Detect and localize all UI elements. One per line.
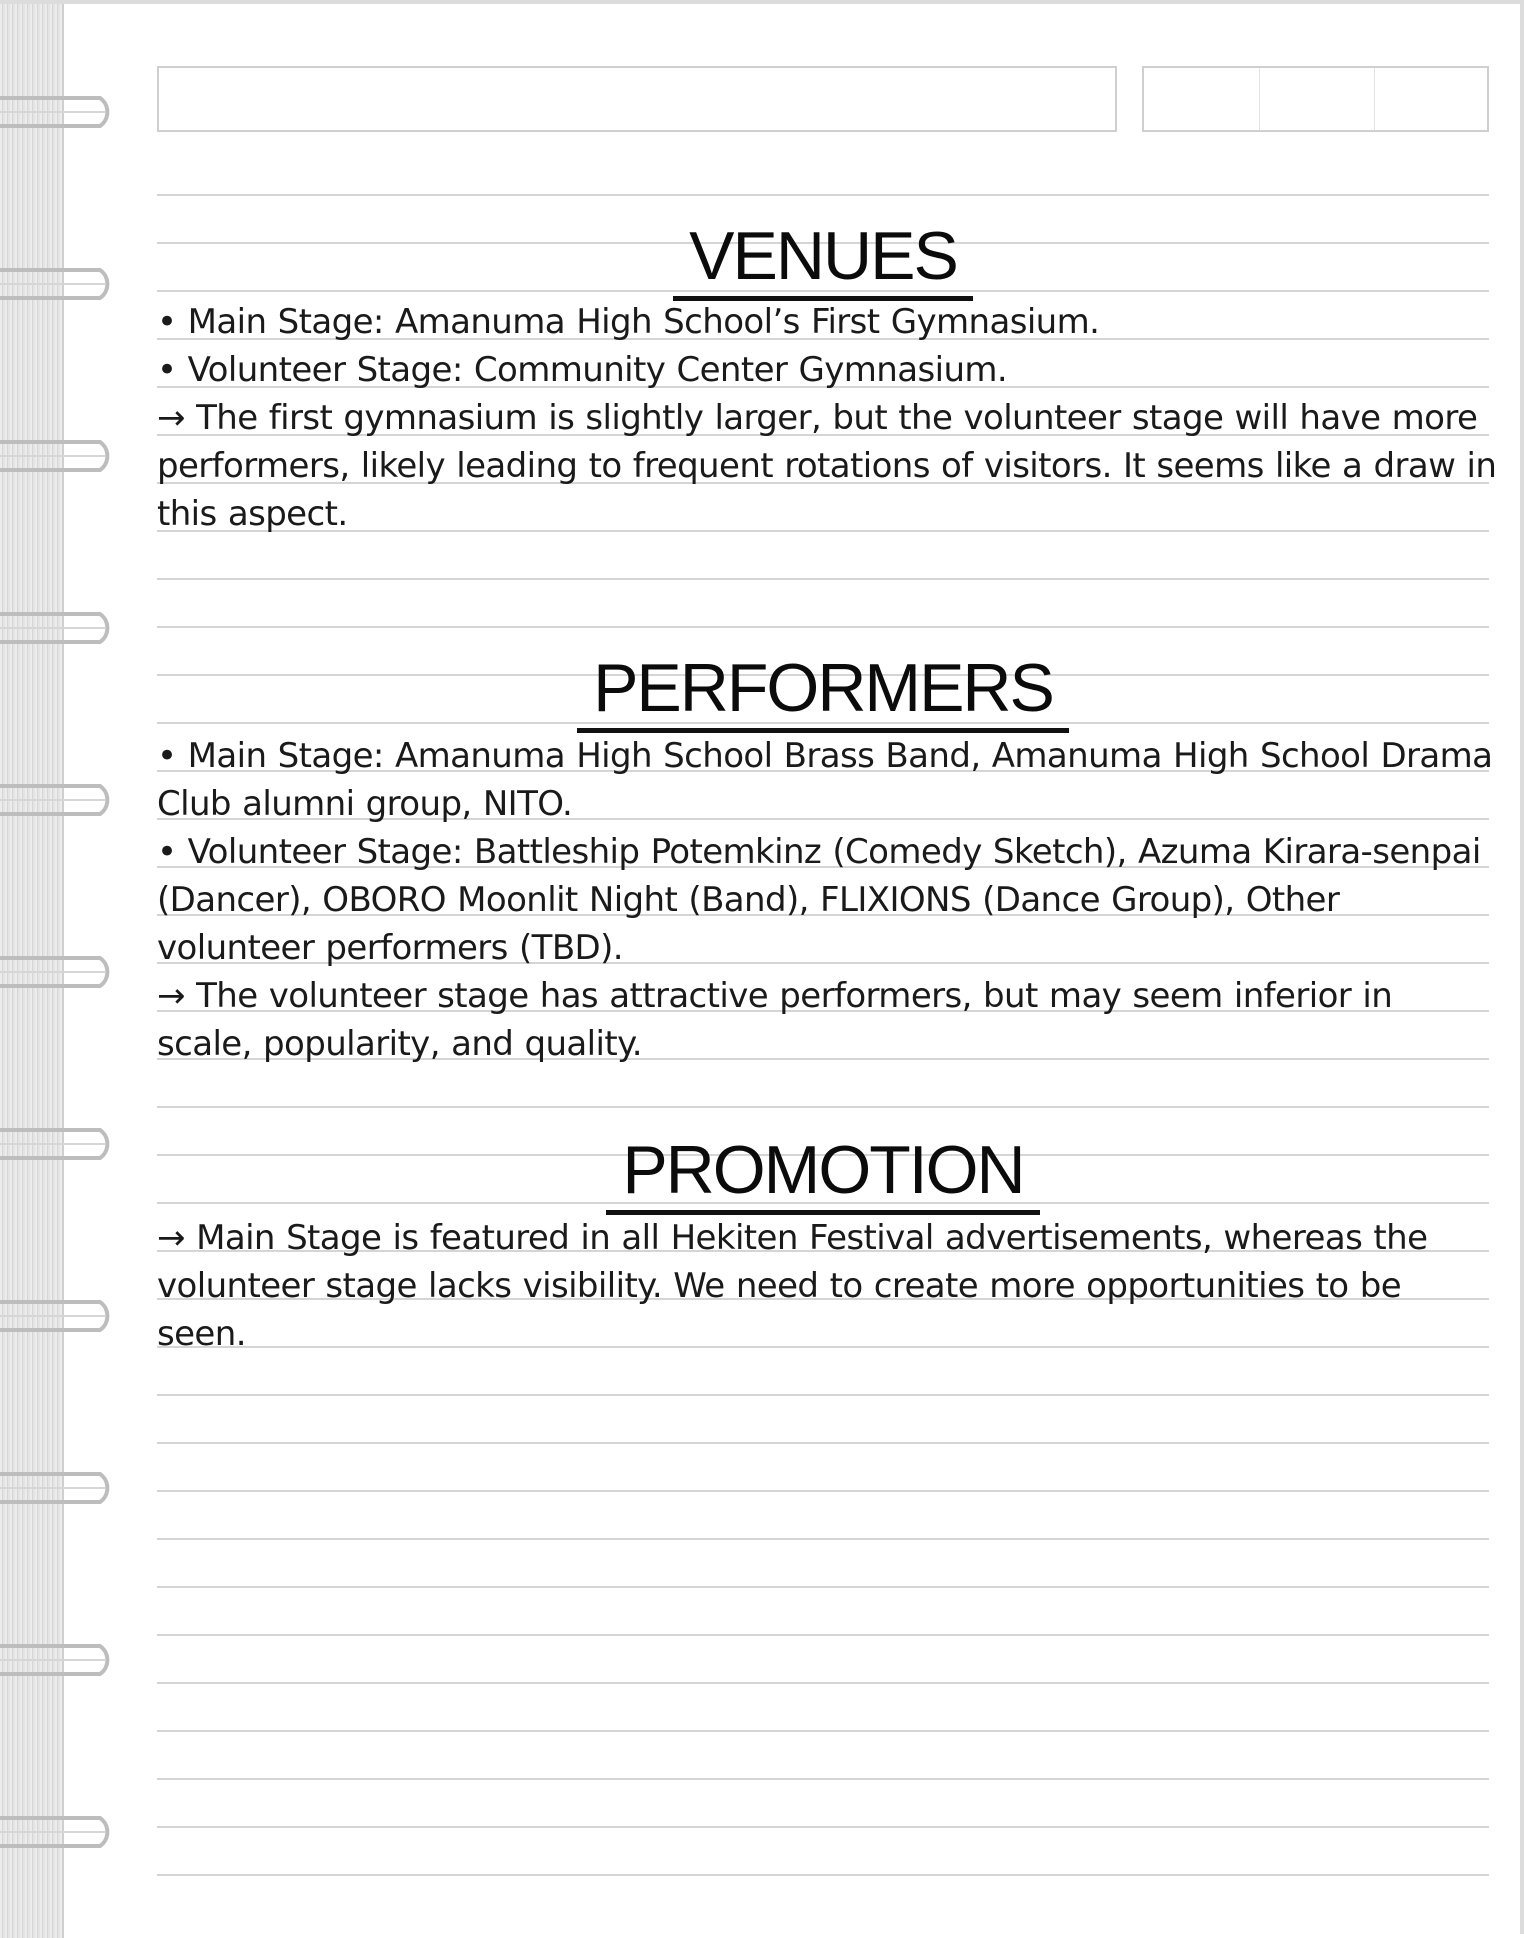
ruled-line [157,1826,1489,1828]
date-field-divider [1374,68,1375,130]
ruled-line [157,1106,1489,1108]
binder-ring-icon [0,1812,126,1852]
ruled-line [157,1874,1489,1876]
binder-ring-icon [0,952,126,992]
ruled-line [157,1778,1489,1780]
ruled-line [157,194,1489,196]
ruled-line [157,1682,1489,1684]
date-field[interactable] [1142,66,1489,132]
binder-ring-icon [0,92,126,132]
ruled-line [157,1394,1489,1396]
venues-note: → The first gymnasium is slightly larger, but the volunteer stage will have more performers, likely leading to frequent rotations of visitors. It seems like a draw in this aspect. [157,398,1497,534]
promotion-note: → Main Stage is featured in all Hekiten Festival advertisements, whereas the volunteer stage lacks visibility. We need to create more opportunities to be seen. [157,1218,1428,1354]
performers-heading: PERFORMERS [157,654,1489,733]
binder-ring-icon [0,264,126,304]
ruled-line [157,578,1489,580]
binder-ring-icon [0,1640,126,1680]
performers-main-stage-item: • Main Stage: Amanuma High School Brass Band, Amanuma High School Drama Club alumni group, NITO. [157,736,1493,824]
venues-heading: VENUES [157,222,1489,301]
promotion-heading: PROMOTION [157,1136,1489,1215]
ruled-line [157,1490,1489,1492]
ruled-line [157,1586,1489,1588]
date-field-divider [1259,68,1260,130]
ruled-line [157,1442,1489,1444]
binder-ring-icon [0,1296,126,1336]
binder-ring-icon [0,1124,126,1164]
binder-ring-icon [0,1468,126,1508]
ruled-line [157,1730,1489,1732]
ruled-line [157,1634,1489,1636]
ruled-line [157,1538,1489,1540]
binder-ring-icon [0,608,126,648]
performers-note: → The volunteer stage has attractive performers, but may seem inferior in scale, popularity, and quality. [157,976,1393,1064]
venues-volunteer-stage-item: • Volunteer Stage: Community Center Gymnasium. [157,350,1008,390]
venues-main-stage-item: • Main Stage: Amanuma High School’s First Gymnasium. [157,302,1100,342]
binder-ring-icon [0,436,126,476]
performers-volunteer-stage-item: • Volunteer Stage: Battleship Potemkinz (Comedy Sketch), Azuma Kirara-senpai (Dancer), OBORO Moonlit Night (Band), FLIXIONS (Dance Group), Other volunteer performers (TBD). [157,832,1481,968]
binder-ring-icon [0,780,126,820]
title-field[interactable] [157,66,1117,132]
ruled-line [157,626,1489,628]
